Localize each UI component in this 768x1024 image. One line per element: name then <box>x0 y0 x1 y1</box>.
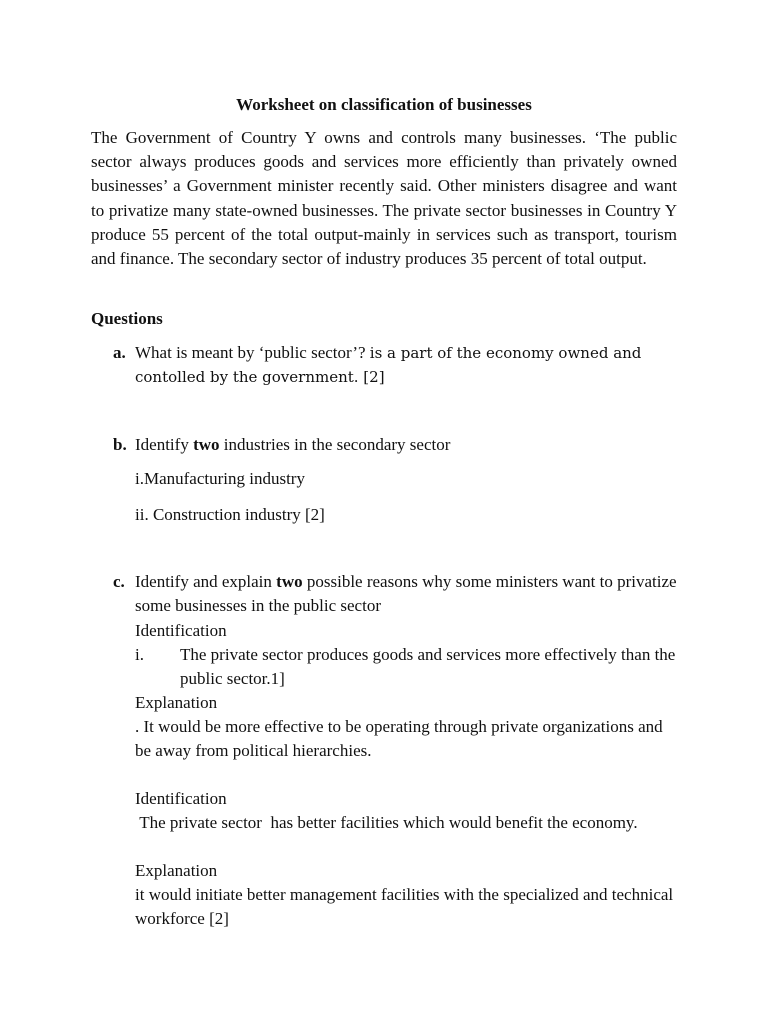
identification-text-2: The private sector has better facilities which would benefit the economy. <box>135 813 638 832</box>
explanation-text-2: it would initiate better management facilities with the specialized and technical workforce [2] <box>135 885 674 928</box>
question-c-prefix: Identify and explain <box>135 572 277 591</box>
question-a-letter: a. <box>113 343 126 362</box>
identification-text-1: The private sector produces goods and services more effectively than the public sector.1] <box>180 645 676 688</box>
identification-label-2: Identification <box>135 789 227 808</box>
question-a <box>135 341 680 389</box>
question-b-letter: b. <box>113 435 127 454</box>
question-c-letter: c. <box>113 572 125 591</box>
question-c <box>135 570 680 618</box>
question-b-suffix: industries in the secondary sector <box>219 435 451 454</box>
question-b-prefix: Identify <box>135 435 194 454</box>
question-b-answer-2: ii. Construction industry [2] <box>135 505 325 524</box>
question-c-suffix: possible reasons why some ministers want to privatize some businesses in the public sector <box>135 572 677 615</box>
identification-numeral: i. <box>135 645 144 664</box>
question-b <box>135 433 680 457</box>
identification-label-1: Identification <box>135 621 227 640</box>
question-a-text: What is meant by ‘public sector’? <box>135 343 366 362</box>
question-b-answer-1: i.Manufacturing industry <box>135 469 305 488</box>
intro-paragraph: The Government of Country Y owns and controls many businesses. ‘The public sector always produces goods and services more efficiently than privately owned businesses’ a Government minister recently said. Other ministers disagree and want to privatize many state-owned businesses. The private sector businesses in Country Y produce 55 percent of the total output-mainly in services such as transport, tourism and finance. The secondary sector of industry produces 35 percent of total output. <box>91 128 677 269</box>
question-a-answer: is a part of the economy owned and contolled by the government. [2] <box>135 344 642 386</box>
explanation-label-1: Explanation <box>135 693 218 712</box>
explanation-label-2: Explanation <box>135 861 218 880</box>
question-c-bold: two <box>276 572 303 591</box>
question-b-bold: two <box>193 435 220 454</box>
explanation-text-1: . It would be more effective to be operating through private organizations and be away from political hierarchies. <box>135 717 663 760</box>
worksheet-title: Worksheet on classification of businesses <box>236 95 532 114</box>
questions-heading: Questions <box>91 309 163 328</box>
